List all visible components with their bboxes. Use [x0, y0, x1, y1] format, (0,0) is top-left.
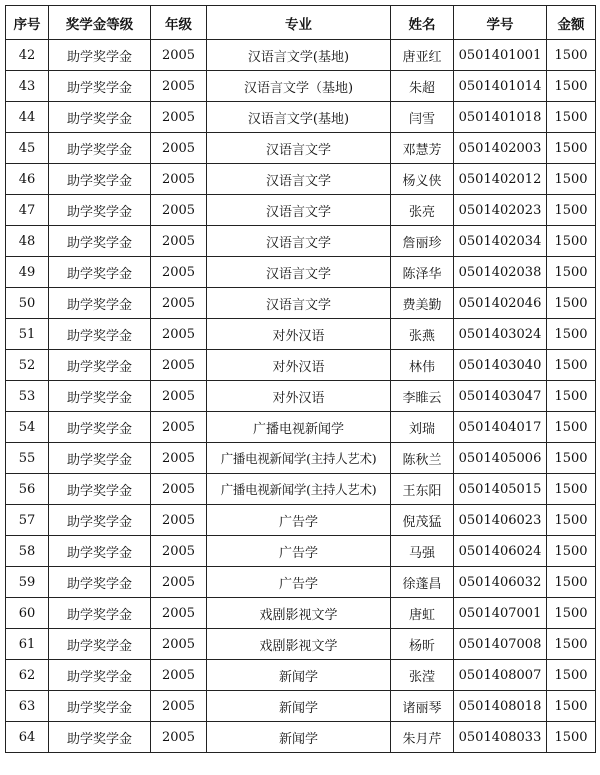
header-amount: 金额 — [547, 6, 596, 40]
cell-major: 汉语言文学(基地) — [207, 102, 391, 133]
cell-name: 邓慧芳 — [391, 133, 454, 164]
cell-level: 助学奖学金 — [49, 164, 151, 195]
cell-name: 杨义侠 — [391, 164, 454, 195]
cell-amount: 1500 — [547, 505, 596, 536]
cell-seq: 60 — [6, 598, 49, 629]
cell-level: 助学奖学金 — [49, 567, 151, 598]
cell-grade: 2005 — [151, 505, 207, 536]
table-row — [6, 474, 596, 505]
cell-grade: 2005 — [151, 226, 207, 257]
header-row — [6, 6, 596, 40]
table-row — [6, 40, 596, 71]
cell-amount: 1500 — [547, 133, 596, 164]
cell-major: 广播电视新闻学(主持人艺术) — [207, 443, 391, 474]
cell-seq: 61 — [6, 629, 49, 660]
cell-student-id: 0501403047 — [454, 381, 547, 412]
cell-amount: 1500 — [547, 691, 596, 722]
cell-amount: 1500 — [547, 195, 596, 226]
cell-major: 戏剧影视文学 — [207, 629, 391, 660]
table-row — [6, 567, 596, 598]
cell-name: 费美勤 — [391, 288, 454, 319]
cell-grade: 2005 — [151, 195, 207, 226]
table-row — [6, 133, 596, 164]
cell-major: 广播电视新闻学(主持人艺术) — [207, 474, 391, 505]
cell-name: 朱超 — [391, 71, 454, 102]
cell-name: 李睢云 — [391, 381, 454, 412]
table-row — [6, 319, 596, 350]
cell-major: 广告学 — [207, 567, 391, 598]
cell-student-id: 0501402038 — [454, 257, 547, 288]
cell-grade: 2005 — [151, 40, 207, 71]
cell-seq: 58 — [6, 536, 49, 567]
cell-name: 张滢 — [391, 660, 454, 691]
cell-major: 新闻学 — [207, 691, 391, 722]
cell-grade: 2005 — [151, 319, 207, 350]
cell-seq: 45 — [6, 133, 49, 164]
header-name: 姓名 — [391, 6, 454, 40]
cell-level: 助学奖学金 — [49, 691, 151, 722]
cell-level: 助学奖学金 — [49, 40, 151, 71]
cell-amount: 1500 — [547, 567, 596, 598]
cell-amount: 1500 — [547, 412, 596, 443]
cell-grade: 2005 — [151, 164, 207, 195]
cell-student-id: 0501404017 — [454, 412, 547, 443]
cell-grade: 2005 — [151, 722, 207, 753]
cell-student-id: 0501405006 — [454, 443, 547, 474]
table-row — [6, 102, 596, 133]
cell-level: 助学奖学金 — [49, 505, 151, 536]
cell-name: 马强 — [391, 536, 454, 567]
cell-student-id: 0501403040 — [454, 350, 547, 381]
cell-name: 詹丽珍 — [391, 226, 454, 257]
cell-amount: 1500 — [547, 226, 596, 257]
cell-seq: 57 — [6, 505, 49, 536]
cell-name: 陈泽华 — [391, 257, 454, 288]
cell-name: 林伟 — [391, 350, 454, 381]
cell-seq: 64 — [6, 722, 49, 753]
table-row — [6, 691, 596, 722]
cell-grade: 2005 — [151, 598, 207, 629]
table-row — [6, 629, 596, 660]
cell-grade: 2005 — [151, 536, 207, 567]
cell-student-id: 0501402012 — [454, 164, 547, 195]
cell-major: 汉语言文学 — [207, 257, 391, 288]
table-row — [6, 598, 596, 629]
cell-amount: 1500 — [547, 598, 596, 629]
header-seq: 序号 — [6, 6, 49, 40]
cell-level: 助学奖学金 — [49, 598, 151, 629]
cell-seq: 53 — [6, 381, 49, 412]
cell-grade: 2005 — [151, 691, 207, 722]
cell-seq: 63 — [6, 691, 49, 722]
cell-name: 刘瑞 — [391, 412, 454, 443]
cell-name: 杨昕 — [391, 629, 454, 660]
table-row — [6, 257, 596, 288]
cell-amount: 1500 — [547, 722, 596, 753]
cell-level: 助学奖学金 — [49, 381, 151, 412]
cell-student-id: 0501408033 — [454, 722, 547, 753]
cell-level: 助学奖学金 — [49, 71, 151, 102]
table-row — [6, 164, 596, 195]
cell-name: 王东阳 — [391, 474, 454, 505]
cell-student-id: 0501407001 — [454, 598, 547, 629]
cell-major: 汉语言文学 — [207, 195, 391, 226]
cell-name: 徐蓬昌 — [391, 567, 454, 598]
cell-grade: 2005 — [151, 381, 207, 412]
cell-student-id: 0501407008 — [454, 629, 547, 660]
cell-major: 汉语言文学 — [207, 288, 391, 319]
cell-student-id: 0501402046 — [454, 288, 547, 319]
cell-amount: 1500 — [547, 71, 596, 102]
cell-seq: 47 — [6, 195, 49, 226]
cell-grade: 2005 — [151, 71, 207, 102]
cell-seq: 50 — [6, 288, 49, 319]
table-row — [6, 226, 596, 257]
cell-student-id: 0501401018 — [454, 102, 547, 133]
cell-major: 汉语言文学（基地) — [207, 71, 391, 102]
cell-name: 张燕 — [391, 319, 454, 350]
cell-name: 闫雪 — [391, 102, 454, 133]
cell-amount: 1500 — [547, 350, 596, 381]
cell-grade: 2005 — [151, 133, 207, 164]
cell-grade: 2005 — [151, 474, 207, 505]
cell-student-id: 0501401001 — [454, 40, 547, 71]
table-row — [6, 443, 596, 474]
cell-grade: 2005 — [151, 257, 207, 288]
cell-level: 助学奖学金 — [49, 536, 151, 567]
cell-name: 诸丽琴 — [391, 691, 454, 722]
cell-seq: 49 — [6, 257, 49, 288]
cell-grade: 2005 — [151, 288, 207, 319]
header-major: 专业 — [207, 6, 391, 40]
cell-major: 对外汉语 — [207, 350, 391, 381]
cell-major: 戏剧影视文学 — [207, 598, 391, 629]
table-row — [6, 288, 596, 319]
cell-seq: 54 — [6, 412, 49, 443]
cell-level: 助学奖学金 — [49, 257, 151, 288]
cell-level: 助学奖学金 — [49, 474, 151, 505]
cell-student-id: 0501406023 — [454, 505, 547, 536]
cell-grade: 2005 — [151, 567, 207, 598]
cell-student-id: 0501406024 — [454, 536, 547, 567]
cell-student-id: 0501402023 — [454, 195, 547, 226]
cell-student-id: 0501403024 — [454, 319, 547, 350]
table-row — [6, 195, 596, 226]
cell-level: 助学奖学金 — [49, 350, 151, 381]
cell-grade: 2005 — [151, 443, 207, 474]
cell-amount: 1500 — [547, 319, 596, 350]
cell-level: 助学奖学金 — [49, 722, 151, 753]
cell-seq: 43 — [6, 71, 49, 102]
table-row — [6, 505, 596, 536]
cell-amount: 1500 — [547, 443, 596, 474]
cell-student-id: 0501408018 — [454, 691, 547, 722]
cell-seq: 48 — [6, 226, 49, 257]
table-row — [6, 350, 596, 381]
cell-grade: 2005 — [151, 629, 207, 660]
cell-name: 唐亚红 — [391, 40, 454, 71]
cell-level: 助学奖学金 — [49, 443, 151, 474]
cell-name: 陈秋兰 — [391, 443, 454, 474]
cell-seq: 56 — [6, 474, 49, 505]
cell-level: 助学奖学金 — [49, 319, 151, 350]
cell-amount: 1500 — [547, 660, 596, 691]
cell-student-id: 0501401014 — [454, 71, 547, 102]
header-student-id: 学号 — [454, 6, 547, 40]
cell-level: 助学奖学金 — [49, 226, 151, 257]
cell-major: 汉语言文学 — [207, 226, 391, 257]
cell-major: 对外汉语 — [207, 319, 391, 350]
cell-seq: 42 — [6, 40, 49, 71]
cell-seq: 46 — [6, 164, 49, 195]
scholarship-table — [5, 5, 596, 753]
cell-level: 助学奖学金 — [49, 412, 151, 443]
cell-major: 汉语言文学 — [207, 133, 391, 164]
cell-level: 助学奖学金 — [49, 133, 151, 164]
cell-name: 张亮 — [391, 195, 454, 226]
table-row — [6, 536, 596, 567]
cell-student-id: 0501406032 — [454, 567, 547, 598]
cell-name: 唐虹 — [391, 598, 454, 629]
cell-name: 朱月芹 — [391, 722, 454, 753]
cell-major: 新闻学 — [207, 722, 391, 753]
cell-seq: 55 — [6, 443, 49, 474]
cell-seq: 51 — [6, 319, 49, 350]
cell-amount: 1500 — [547, 629, 596, 660]
cell-grade: 2005 — [151, 102, 207, 133]
table-row — [6, 412, 596, 443]
cell-grade: 2005 — [151, 412, 207, 443]
cell-seq: 44 — [6, 102, 49, 133]
cell-student-id: 0501405015 — [454, 474, 547, 505]
cell-major: 新闻学 — [207, 660, 391, 691]
table-row — [6, 71, 596, 102]
cell-amount: 1500 — [547, 474, 596, 505]
table-row — [6, 381, 596, 412]
cell-amount: 1500 — [547, 102, 596, 133]
cell-seq: 52 — [6, 350, 49, 381]
cell-level: 助学奖学金 — [49, 629, 151, 660]
cell-student-id: 0501408007 — [454, 660, 547, 691]
cell-seq: 62 — [6, 660, 49, 691]
cell-seq: 59 — [6, 567, 49, 598]
cell-amount: 1500 — [547, 40, 596, 71]
cell-level: 助学奖学金 — [49, 195, 151, 226]
cell-major: 广告学 — [207, 536, 391, 567]
cell-amount: 1500 — [547, 381, 596, 412]
cell-student-id: 0501402003 — [454, 133, 547, 164]
cell-grade: 2005 — [151, 350, 207, 381]
cell-major: 对外汉语 — [207, 381, 391, 412]
cell-major: 广播电视新闻学 — [207, 412, 391, 443]
cell-level: 助学奖学金 — [49, 660, 151, 691]
cell-amount: 1500 — [547, 288, 596, 319]
table-row — [6, 660, 596, 691]
cell-name: 倪茂猛 — [391, 505, 454, 536]
cell-amount: 1500 — [547, 257, 596, 288]
cell-major: 广告学 — [207, 505, 391, 536]
header-grade: 年级 — [151, 6, 207, 40]
cell-grade: 2005 — [151, 660, 207, 691]
cell-amount: 1500 — [547, 536, 596, 567]
cell-level: 助学奖学金 — [49, 288, 151, 319]
cell-major: 汉语言文学 — [207, 164, 391, 195]
header-level: 奖学金等级 — [49, 6, 151, 40]
cell-major: 汉语言文学(基地) — [207, 40, 391, 71]
cell-level: 助学奖学金 — [49, 102, 151, 133]
cell-student-id: 0501402034 — [454, 226, 547, 257]
cell-amount: 1500 — [547, 164, 596, 195]
table-row — [6, 722, 596, 753]
